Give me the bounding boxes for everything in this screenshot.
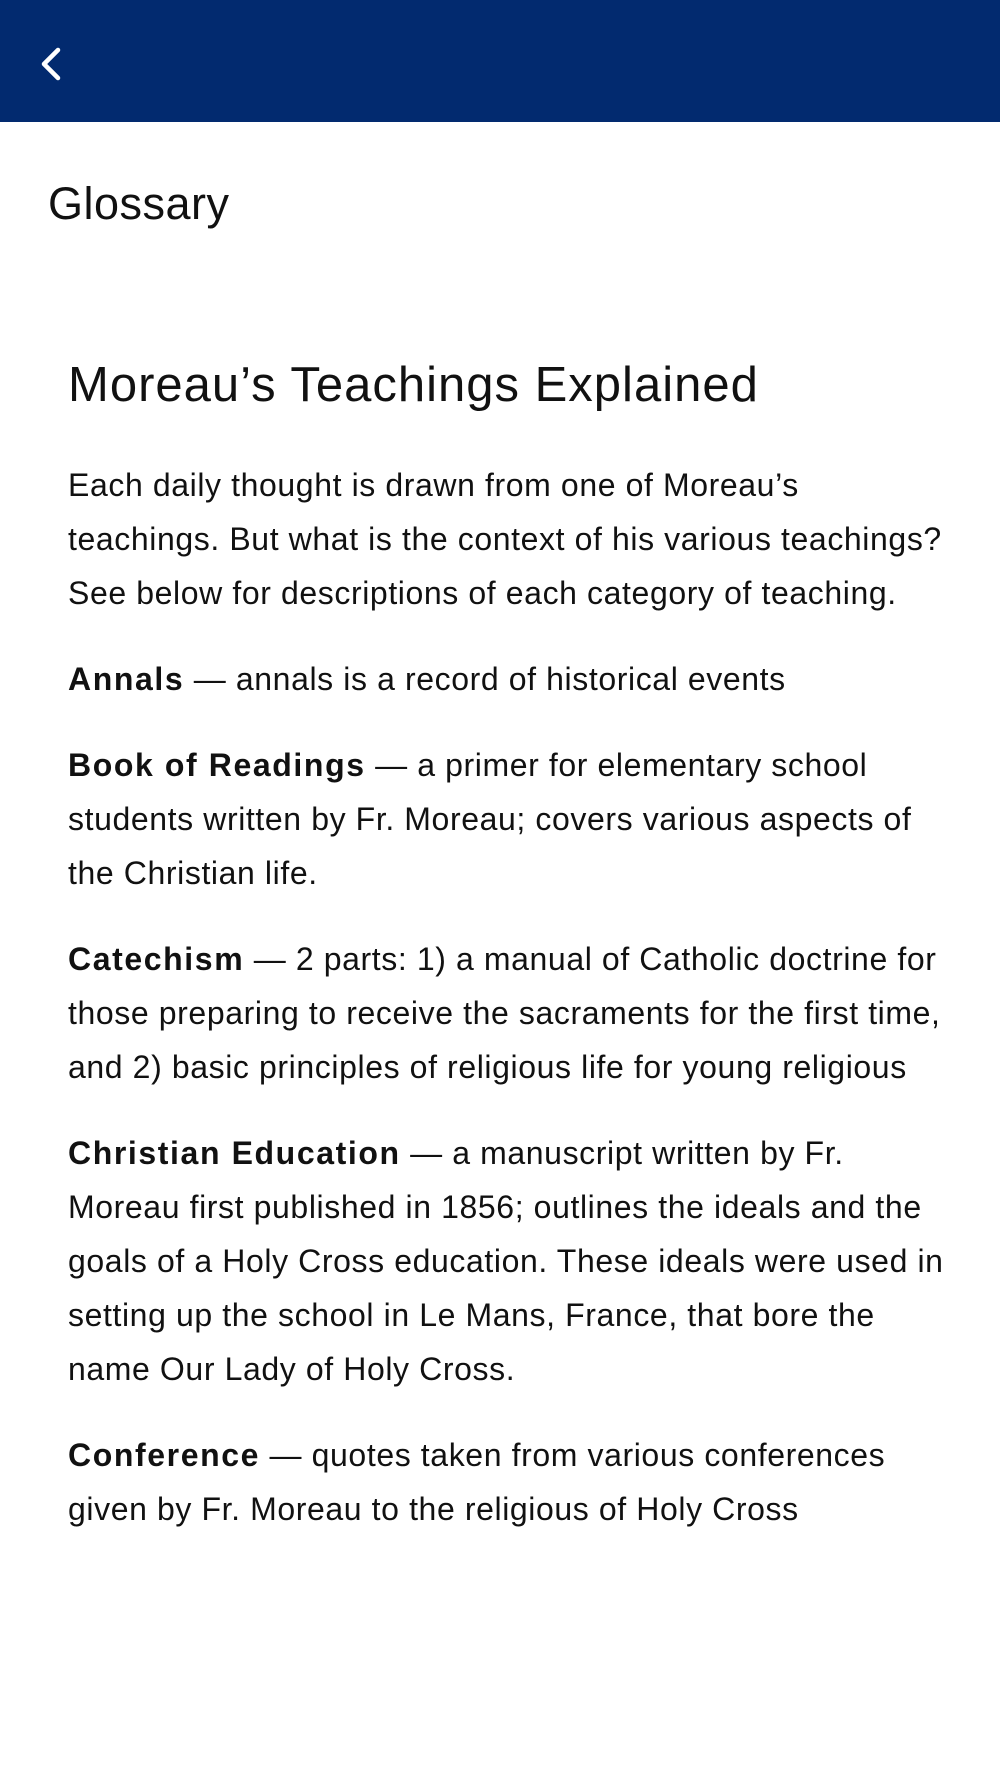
entry-term: Catechism [68,941,245,977]
entry-separator: — [244,941,296,977]
back-button[interactable] [34,46,70,82]
entry-separator: — [400,1135,453,1171]
glossary-entry-catechism [68,932,954,1094]
glossary-entry-annals [68,652,954,706]
glossary-entry-christian-education [68,1126,954,1396]
page-title: Glossary [48,178,230,229]
entry-separator: — [184,661,236,697]
entry-description: a manuscript written by Fr. Moreau first published in 1856; outlines the ideals and the goals of a Holy Cross education. These ideals were used in setting up the school in Le Mans, France, that bore the name Our Lady of Holy Cross. [68,1135,944,1387]
section-heading: Moreau’s Teachings Explained [68,358,759,412]
entry-separator: — [260,1437,312,1473]
entry-term: Conference [68,1437,261,1473]
entry-term: Annals [68,661,185,697]
glossary-content [68,350,954,1568]
entry-description: annals is a record of historical events [235,661,786,697]
entry-description: a primer for elementary school students written by Fr. Moreau; covers various aspects of the Christian life. [68,747,912,891]
entry-term: Christian Education [68,1135,401,1171]
chevron-left-icon [34,46,70,82]
glossary-entry-book-of-readings [68,738,954,900]
entry-description: quotes taken from various conferences given by Fr. Moreau to the religious of Holy Cross [68,1437,886,1527]
entry-description: 2 parts: 1) a manual of Catholic doctrine for those preparing to receive the sacraments for the first time, and 2) basic principles of religious life for young religious [68,941,941,1085]
top-app-bar [0,0,1000,122]
intro-paragraph: Each daily thought is drawn from one of Moreau’s teachings. But what is the context of his various teachings? See below for descriptions of each category of teaching. [68,467,942,611]
entry-term: Book of Readings [68,747,366,783]
entry-separator: — [365,747,418,783]
glossary-entry-conference [68,1428,954,1536]
